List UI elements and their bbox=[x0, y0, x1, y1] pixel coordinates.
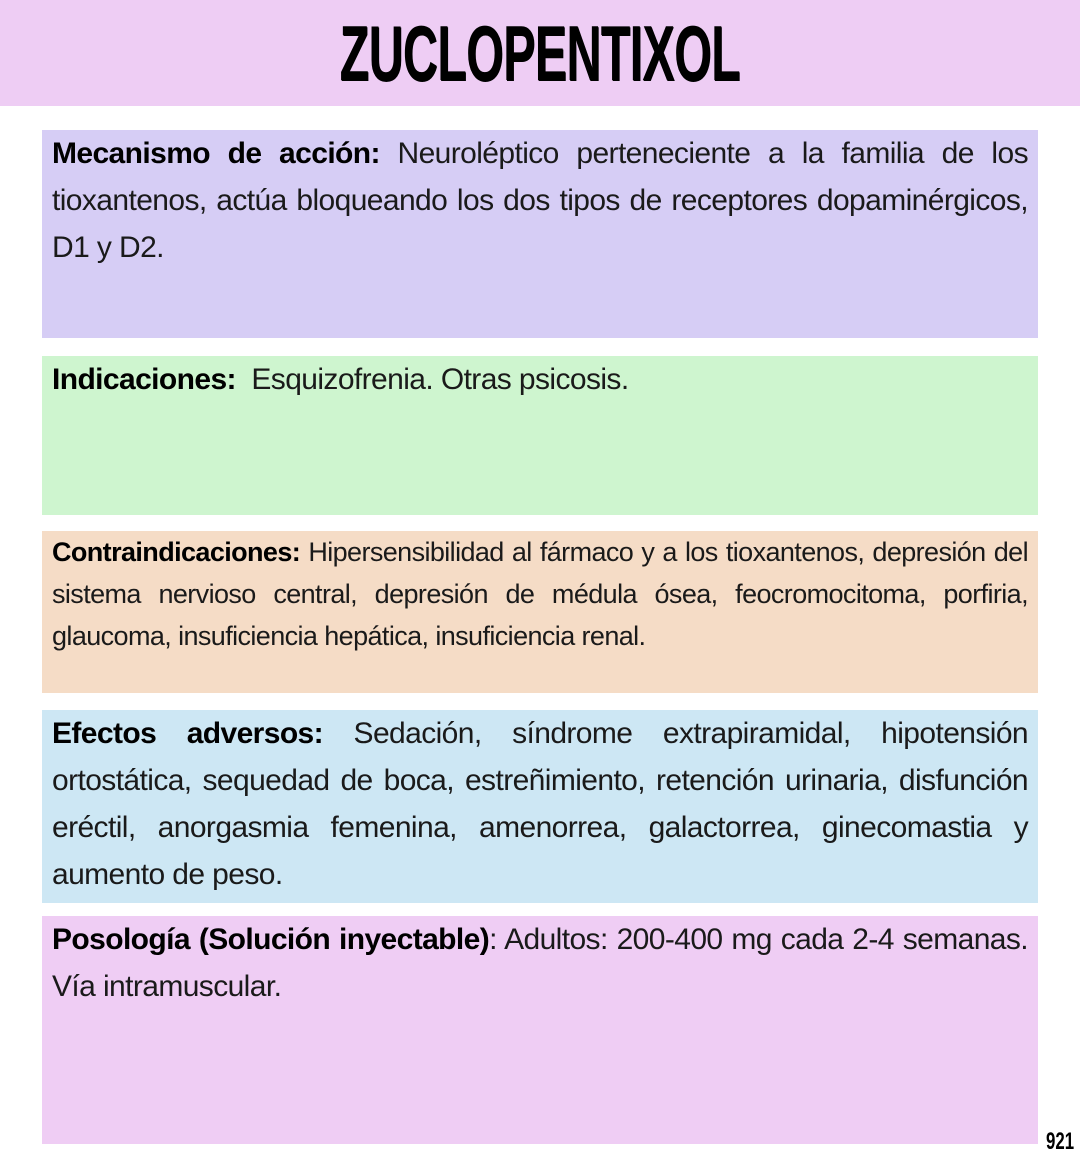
section-indications bbox=[42, 356, 1038, 515]
section-body: Neuroléptico perteneciente a la familia de los tioxantenos, actúa bloqueando los dos tipos de receptores dopaminérgicos, D1 y D2. bbox=[52, 137, 1028, 264]
section-label: Contraindicaciones: bbox=[52, 537, 301, 567]
section-text bbox=[52, 356, 1028, 403]
title-banner bbox=[0, 0, 1080, 106]
section-label: Mecanismo de acción: bbox=[52, 137, 380, 170]
section-text bbox=[52, 531, 1028, 657]
section-adverse-effects bbox=[42, 710, 1038, 903]
section-body: Hipersensibilidad al fármaco y a los tioxantenos, depresión del sistema nervioso central, depresión de médula ósea, feocromocitoma, porfiria, glaucoma, insuficiencia hepática, insuficiencia renal. bbox=[52, 537, 1028, 651]
section-body: : Adultos: 200-400 mg cada 2-4 semanas. Vía intramuscular. bbox=[52, 923, 1028, 1003]
section-mechanism bbox=[42, 130, 1038, 338]
section-label: Posología (Solución inyectable) bbox=[52, 923, 490, 956]
section-dosage bbox=[42, 916, 1038, 1144]
section-contraindications bbox=[42, 531, 1038, 693]
section-text bbox=[52, 130, 1028, 271]
section-text bbox=[52, 710, 1028, 898]
page-number: 921 bbox=[1045, 1128, 1074, 1155]
section-label: Indicaciones: bbox=[52, 363, 236, 396]
page-title: ZUCLOPENTIXOL bbox=[339, 8, 741, 97]
section-label: Efectos adversos: bbox=[52, 717, 324, 750]
section-text bbox=[52, 916, 1028, 1010]
section-body: Esquizofrenia. Otras psicosis. bbox=[235, 363, 629, 396]
section-body: Sedación, síndrome extrapiramidal, hipotensión ortostática, sequedad de boca, estreñimiento, retención urinaria, disfunción eréctil, anorgasmia femenina, amenorrea, galactorrea, ginecomastia y aumento de peso. bbox=[52, 717, 1028, 891]
